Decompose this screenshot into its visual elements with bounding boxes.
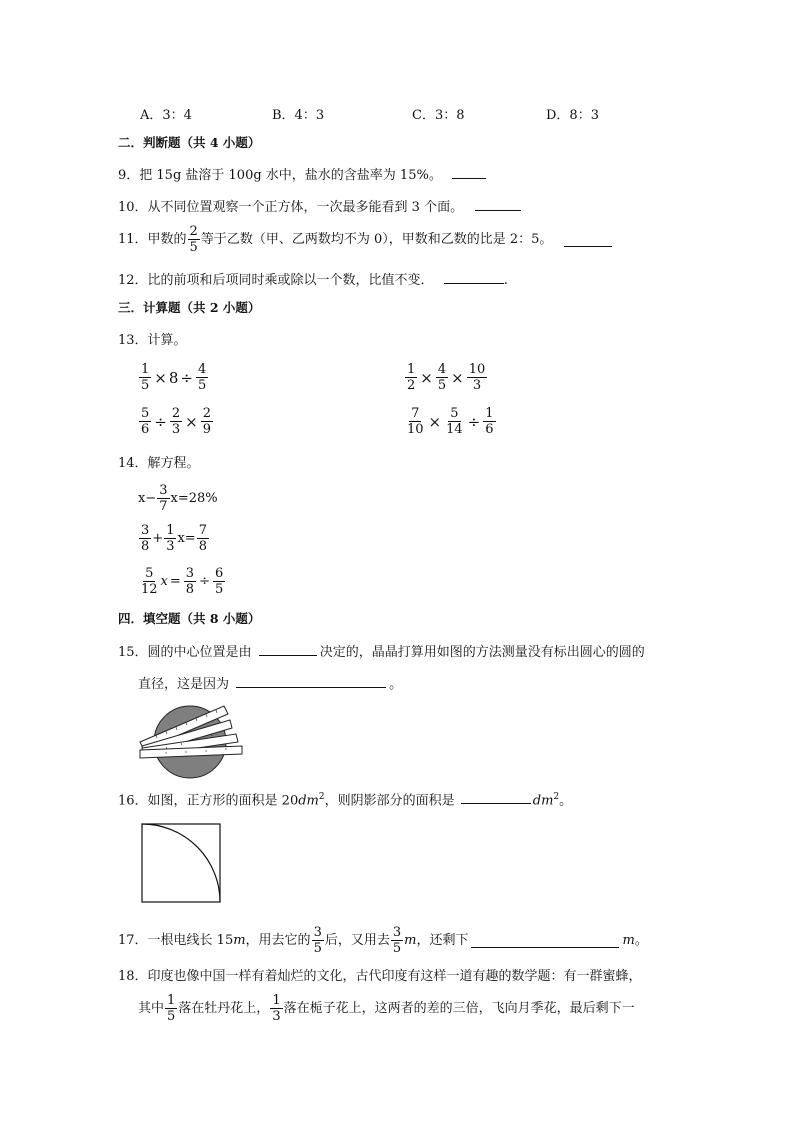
question-10: [118, 197, 521, 217]
question-12-end: .: [503, 273, 508, 288]
equation-3: 5 12 x = $\frac{3}{8}$ ÷ $\frac{6}{5}$: [141, 566, 224, 597]
fraction-3-5-b: 3 5: [392, 925, 402, 956]
answer-blank-17[interactable]: [471, 934, 619, 948]
option-d: D．8：3: [546, 108, 599, 123]
question-15-text-a: 15．圆的中心位置是由: [118, 645, 252, 660]
calc-expression-2: $\frac{1}{2}$ × $\frac{4}{5}$ × $\frac{10}{3}$: [407, 362, 486, 393]
fraction-3-5-a: 3 5: [313, 925, 322, 956]
square-shape: [142, 824, 220, 902]
answer-blank-15b[interactable]: [236, 674, 386, 688]
equation-2: 3 8 + $\frac{1}{3}$ x= $\frac{7}{8}$: [141, 523, 207, 554]
answer-blank-10[interactable]: [475, 197, 521, 211]
answer-blank-9[interactable]: [452, 165, 486, 179]
question-14: 14．解方程。: [118, 456, 200, 471]
question-12-text: 12．比的前项和后项同时乘或除以一个数，比值不变．: [118, 273, 434, 288]
question-18-line2: 其中 1 5 落在牡丹花上， 1 3 落在栀子花上，这两者的差的三倍，飞向月季花，最后剩下一: [138, 993, 635, 1024]
answer-blank-16[interactable]: [461, 790, 531, 804]
square-arc-figure: [140, 822, 222, 904]
calc-expression-3: $\frac{5}{6}$ ÷ $\frac{2}{3}$ × $\frac{2}{9}$: [141, 406, 211, 437]
fraction-1-5: 1 5: [167, 993, 176, 1024]
answer-blank-11[interactable]: [564, 233, 612, 247]
section-judgement-title: 二．判断题（共 4 小题）: [118, 135, 261, 150]
question-15-text-b: 决定的，晶晶打算用如图的方法测量没有标出圆心的圆的: [319, 645, 645, 660]
question-12: [118, 270, 508, 290]
question-11: [118, 224, 612, 255]
question-13: 13．计算。: [118, 333, 187, 348]
fraction-2-5: 2 5: [189, 224, 198, 255]
circle-rulers-figure: [136, 700, 256, 784]
question-9-text: 9．把 15g 盐溶于 100g 水中，盐水的含盐率为 15%。: [118, 168, 442, 183]
question-11-text-a: 11．甲数的: [118, 231, 187, 247]
answer-blank-12[interactable]: [444, 270, 504, 284]
equation-1: x− $\frac{3}{7}$ x=28%: [138, 483, 218, 514]
question-18-line1: 18．印度也像中国一样有着灿烂的文化，古代印度有这样一道有趣的数学题：有一群蜜蜂，: [118, 969, 642, 984]
question-17: 17．一根电线长 15 m ，用去它的 3 5 后，又用去 3 5 m ，还剩下 m 。: [118, 925, 648, 956]
question-10-text: 10．从不同位置观察一个正方体，一次最多能看到 3 个面。: [118, 200, 464, 215]
calc-expression-4: $\frac{7}{10}$ × $\frac{5}{14}$ ÷ $\frac{1}{6}$: [407, 406, 494, 437]
option-a: A．3：4: [140, 108, 192, 123]
section-fill-blank-title: 四．填空题（共 8 小题）: [118, 611, 261, 626]
question-16: 16．如图，正方形的面积是 $20dm^2$，则阴影部分的面积是 $dm^2$。: [118, 792, 573, 809]
question-11-text-b: 等于乙数（甲、乙两数均不为 0），甲数和乙数的比是 2：5。: [200, 231, 553, 247]
option-b: B．4：3: [272, 108, 325, 123]
question-15-line2: 直径，这是因为 。: [138, 674, 402, 694]
question-15-text-c: 直径，这是因为: [138, 677, 230, 692]
question-9: [118, 165, 486, 185]
fraction-1-3: 1 3: [272, 993, 281, 1024]
option-c: C．3：8: [412, 108, 465, 123]
answer-blank-15a[interactable]: [259, 642, 317, 656]
question-15: [118, 642, 645, 662]
question-16-text-a: 16．如图，正方形的面积是 20: [118, 793, 299, 809]
section-calculation-title: 三．计算题（共 2 小题）: [118, 300, 261, 315]
calc-expression-1: $\frac{1}{5}$ × 8 ÷ $\frac{4}{5}$: [141, 362, 207, 393]
